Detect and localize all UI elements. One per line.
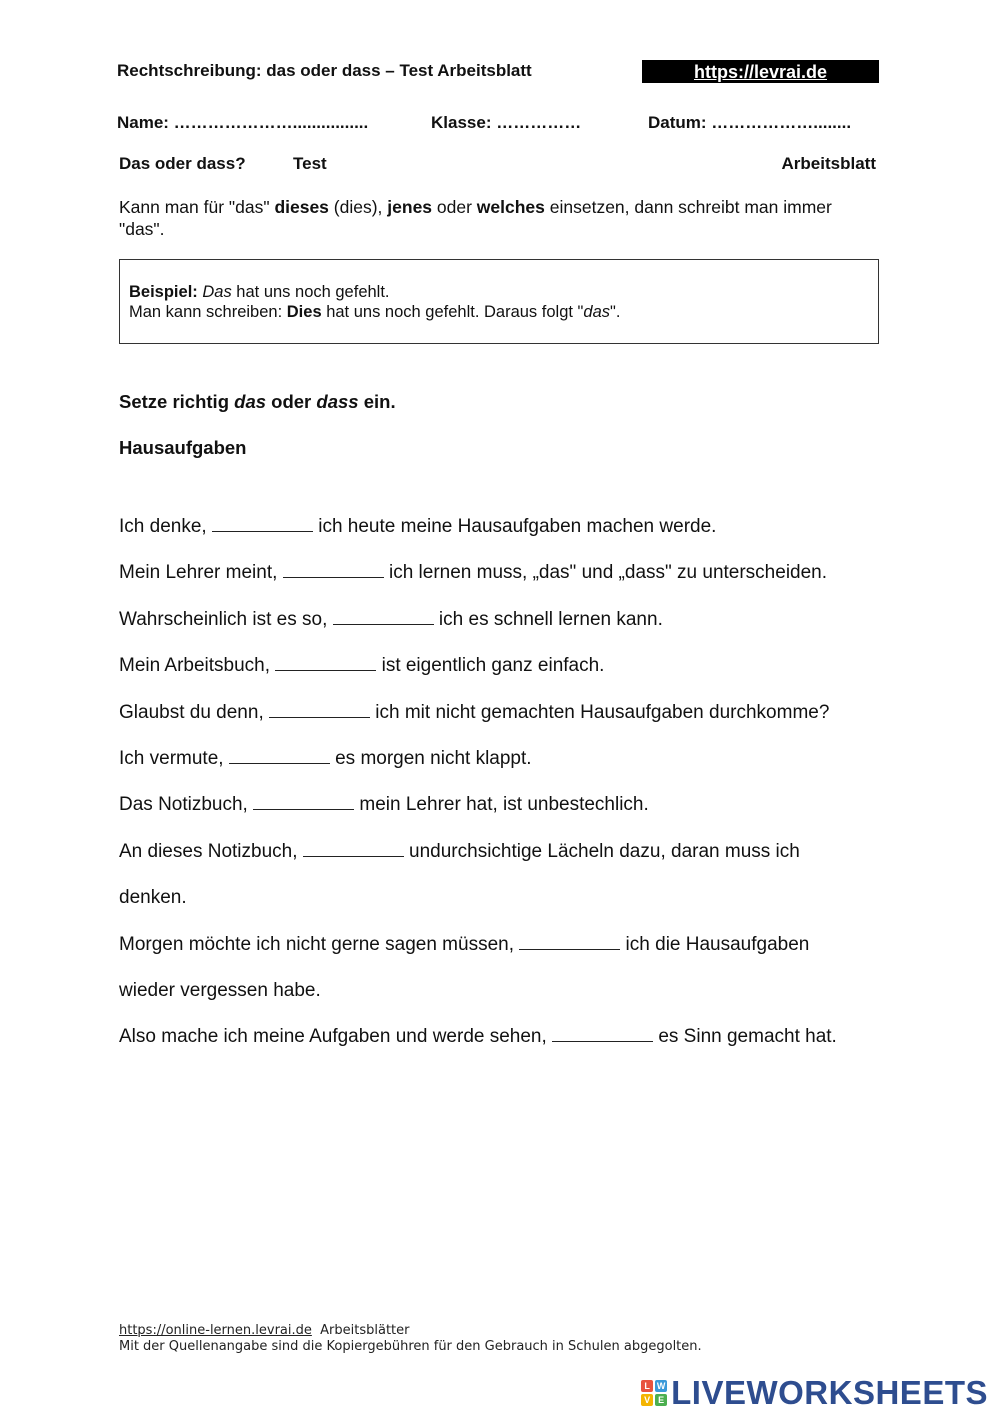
answer-blank[interactable] bbox=[275, 654, 376, 671]
header-link[interactable]: https://levrai.de bbox=[642, 60, 879, 83]
sentence-end: undurchsichtige Lächeln dazu, daran muss ich bbox=[403, 840, 800, 862]
logo-tile: L bbox=[641, 1380, 653, 1392]
exercise-sentence bbox=[119, 690, 909, 736]
date-field: Datum: ………………........ bbox=[648, 113, 852, 132]
sentence-continuation: wieder vergessen habe. bbox=[119, 980, 321, 1002]
sentence-start: Wahrscheinlich ist es so, bbox=[119, 608, 333, 630]
exercise-sentence bbox=[119, 550, 909, 596]
footer-note: Mit der Quellenangabe sind die Kopiergebühren für den Gebrauch in Schulen abgegolten. bbox=[119, 1339, 702, 1354]
exercise-sentence bbox=[119, 1014, 909, 1060]
answer-blank[interactable] bbox=[303, 840, 404, 857]
sentence-end: ich heute meine Hausaufgaben machen werde. bbox=[312, 516, 717, 537]
sentence-start: An dieses Notizbuch, bbox=[119, 840, 303, 862]
exercise-sentence bbox=[119, 736, 909, 782]
exercise-list bbox=[119, 504, 909, 1061]
name-field: Name: …………………................ bbox=[117, 113, 369, 132]
exercise-sentence bbox=[119, 829, 909, 875]
logo-tile: E bbox=[655, 1394, 667, 1406]
answer-blank[interactable] bbox=[333, 608, 434, 625]
exercise-sentence bbox=[119, 922, 909, 968]
sentence-start: Mein Lehrer meint, bbox=[119, 562, 283, 584]
class-field: Klasse: …………… bbox=[431, 113, 582, 132]
rule-explanation: Kann man für "das" dieses (dies), jenes oder welches einsetzen, dann schreibt man immer "das". bbox=[119, 197, 832, 239]
sentence-end: es morgen nicht klappt. bbox=[329, 748, 532, 770]
sentence-start: Ich denke, bbox=[119, 516, 212, 537]
footer bbox=[119, 1323, 702, 1355]
logo-tile: V bbox=[641, 1394, 653, 1406]
subheader-type: Test bbox=[293, 154, 327, 173]
sentence-end: ich die Hausaufgaben bbox=[620, 933, 810, 955]
liveworksheets-logo-icon bbox=[641, 1380, 667, 1406]
sentence-end: mein Lehrer hat, ist unbestechlich. bbox=[354, 794, 649, 816]
sentence-end: ist eigentlich ganz einfach. bbox=[376, 655, 605, 677]
answer-blank[interactable] bbox=[253, 793, 354, 810]
answer-blank[interactable] bbox=[229, 747, 330, 764]
subheader-topic: Das oder dass? bbox=[119, 154, 246, 173]
logo-tile: W bbox=[656, 1381, 666, 1391]
exercise-sentence bbox=[119, 643, 909, 689]
sentence-end: ich es schnell lernen kann. bbox=[433, 608, 663, 630]
sentence-end: ich mit nicht gemachten Hausaufgaben durchkomme? bbox=[370, 701, 830, 723]
example-line-1: Beispiel: Das hat uns noch gefehlt. bbox=[129, 283, 390, 301]
sentence-start: Also mache ich meine Aufgaben und werde sehen, bbox=[119, 1026, 553, 1048]
subheader-kind: Arbeitsblatt bbox=[781, 154, 876, 173]
sentence-start: Glaubst du denn, bbox=[119, 701, 269, 723]
sentence-start: Morgen möchte ich nicht gerne sagen müssen, bbox=[119, 933, 520, 955]
exercise-sentence bbox=[119, 504, 909, 550]
sentence-start: Ich vermute, bbox=[119, 748, 229, 770]
answer-blank[interactable] bbox=[212, 515, 313, 532]
footer-link-suffix: Arbeitsblätter bbox=[311, 1323, 410, 1338]
sentence-end: ich lernen muss, „das" und „dass" zu unterscheiden. bbox=[383, 562, 828, 584]
section-title: Hausaufgaben bbox=[119, 437, 247, 458]
worksheet-title: Rechtschreibung: das oder dass – Test Arbeitsblatt bbox=[117, 61, 532, 80]
brand-text: LIVEWORKSHEETS bbox=[671, 1374, 988, 1411]
footer-link[interactable]: https://online-lernen.levrai.de bbox=[119, 1323, 312, 1338]
exercise-sentence bbox=[119, 782, 909, 828]
task-instruction: Setze richtig das oder dass ein. bbox=[119, 391, 396, 412]
answer-blank[interactable] bbox=[269, 701, 370, 718]
example-line-2: Man kann schreiben: Dies hat uns noch gefehlt. Daraus folgt "das". bbox=[129, 303, 621, 321]
example-box bbox=[119, 259, 879, 344]
liveworksheets-brand[interactable] bbox=[641, 1374, 988, 1412]
sentence-start: Mein Arbeitsbuch, bbox=[119, 655, 276, 677]
sentence-continuation: denken. bbox=[119, 887, 187, 909]
sentence-start: Das Notizbuch, bbox=[119, 794, 254, 816]
answer-blank[interactable] bbox=[552, 1025, 653, 1042]
answer-blank[interactable] bbox=[283, 561, 384, 578]
answer-blank[interactable] bbox=[519, 933, 620, 950]
sentence-end: es Sinn gemacht hat. bbox=[653, 1026, 837, 1048]
exercise-sentence bbox=[119, 597, 909, 643]
